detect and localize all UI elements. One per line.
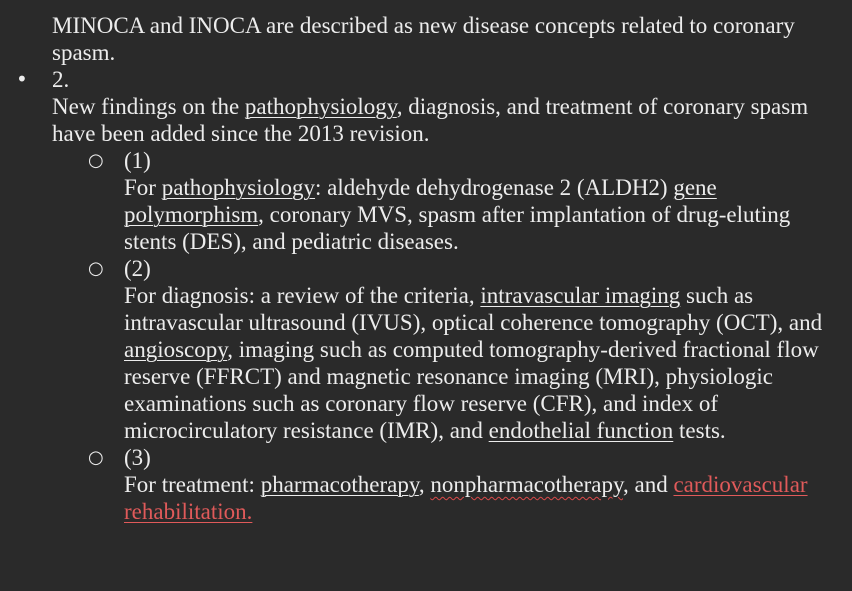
bullet-circle-icon: ○: [88, 150, 104, 171]
list-item-2: [16, 66, 842, 147]
sublist-item-3-text: [124, 471, 842, 525]
document-body: [16, 12, 842, 525]
text-run: , coronary MVS, spasm after implantation of drug-eluting stents (DES), and pediatric diseases.: [124, 202, 791, 254]
link-pharmacotherapy[interactable]: pharmacotherapy: [260, 472, 419, 497]
link-nonpharmacotherapy[interactable]: nonpharmacotherapy: [430, 472, 623, 497]
text-run: tests.: [673, 418, 726, 443]
intro-text: MINOCA and INOCA are described as new disease concepts related to coronary spasm.: [52, 13, 795, 65]
link-pathophysiology[interactable]: pathophysiology: [244, 94, 397, 119]
sublist-item-1-number: (1): [124, 148, 151, 173]
text-run: , diagnosis, and treatment of coronary spasm have been added since the 2013 revision.: [52, 94, 809, 146]
sublist-item-1-number-row: [88, 147, 842, 174]
link-angioscopy[interactable]: angioscopy: [124, 337, 228, 362]
sublist: [88, 147, 842, 525]
link-intravascular-imaging[interactable]: intravascular imaging: [480, 283, 681, 308]
sublist-item-3-number: (3): [124, 445, 151, 470]
text-run: , and: [623, 472, 674, 497]
text-run: such as intravascular ultrasound (IVUS), optical coherence tomography (OCT), and: [124, 283, 823, 335]
text-run: For: [124, 175, 162, 200]
sublist-item-2: [88, 255, 842, 444]
link-gene-polymorphism[interactable]: gene polymorphism: [124, 175, 717, 227]
link-pathophysiology-2[interactable]: pathophysiology: [161, 175, 316, 200]
link-endothelial-function[interactable]: endothelial function: [488, 418, 674, 443]
sublist-item-2-text: [124, 282, 842, 444]
bullet-circle-icon: ○: [88, 447, 104, 468]
sublist-item-3: [88, 444, 842, 525]
sublist-item-1-text: [124, 174, 842, 255]
text-run: For diagnosis: a review of the criteria,: [124, 283, 481, 308]
text-run: For treatment:: [124, 472, 261, 497]
bullet-disc-icon: •: [16, 67, 28, 91]
text-run: New findings on the: [52, 94, 245, 119]
sublist-item-3-number-row: [88, 444, 842, 471]
sublist-item-1: [88, 147, 842, 255]
list-item-2-number-row: [16, 66, 842, 93]
link-cardiovascular-rehabilitation[interactable]: cardiovascular rehabilitation.: [124, 472, 808, 524]
sublist-item-2-number: (2): [124, 256, 151, 281]
text-run: : aldehyde dehydrogenase 2 (ALDH2): [315, 175, 674, 200]
intro-paragraph: [52, 12, 842, 66]
sublist-item-2-number-row: [88, 255, 842, 282]
list-item-2-text: [52, 93, 842, 147]
list-item-2-number: 2.: [52, 67, 70, 92]
bullet-circle-icon: ○: [88, 258, 104, 279]
text-run: , imaging such as computed tomography-derived fractional flow reserve (FFRCT) and magnetic resonance imaging (MRI), physiologic examinations such as coronary flow reserve (CFR), and index of microcirculatory resistance (IMR), and: [124, 337, 819, 443]
text-run: ,: [418, 472, 431, 497]
